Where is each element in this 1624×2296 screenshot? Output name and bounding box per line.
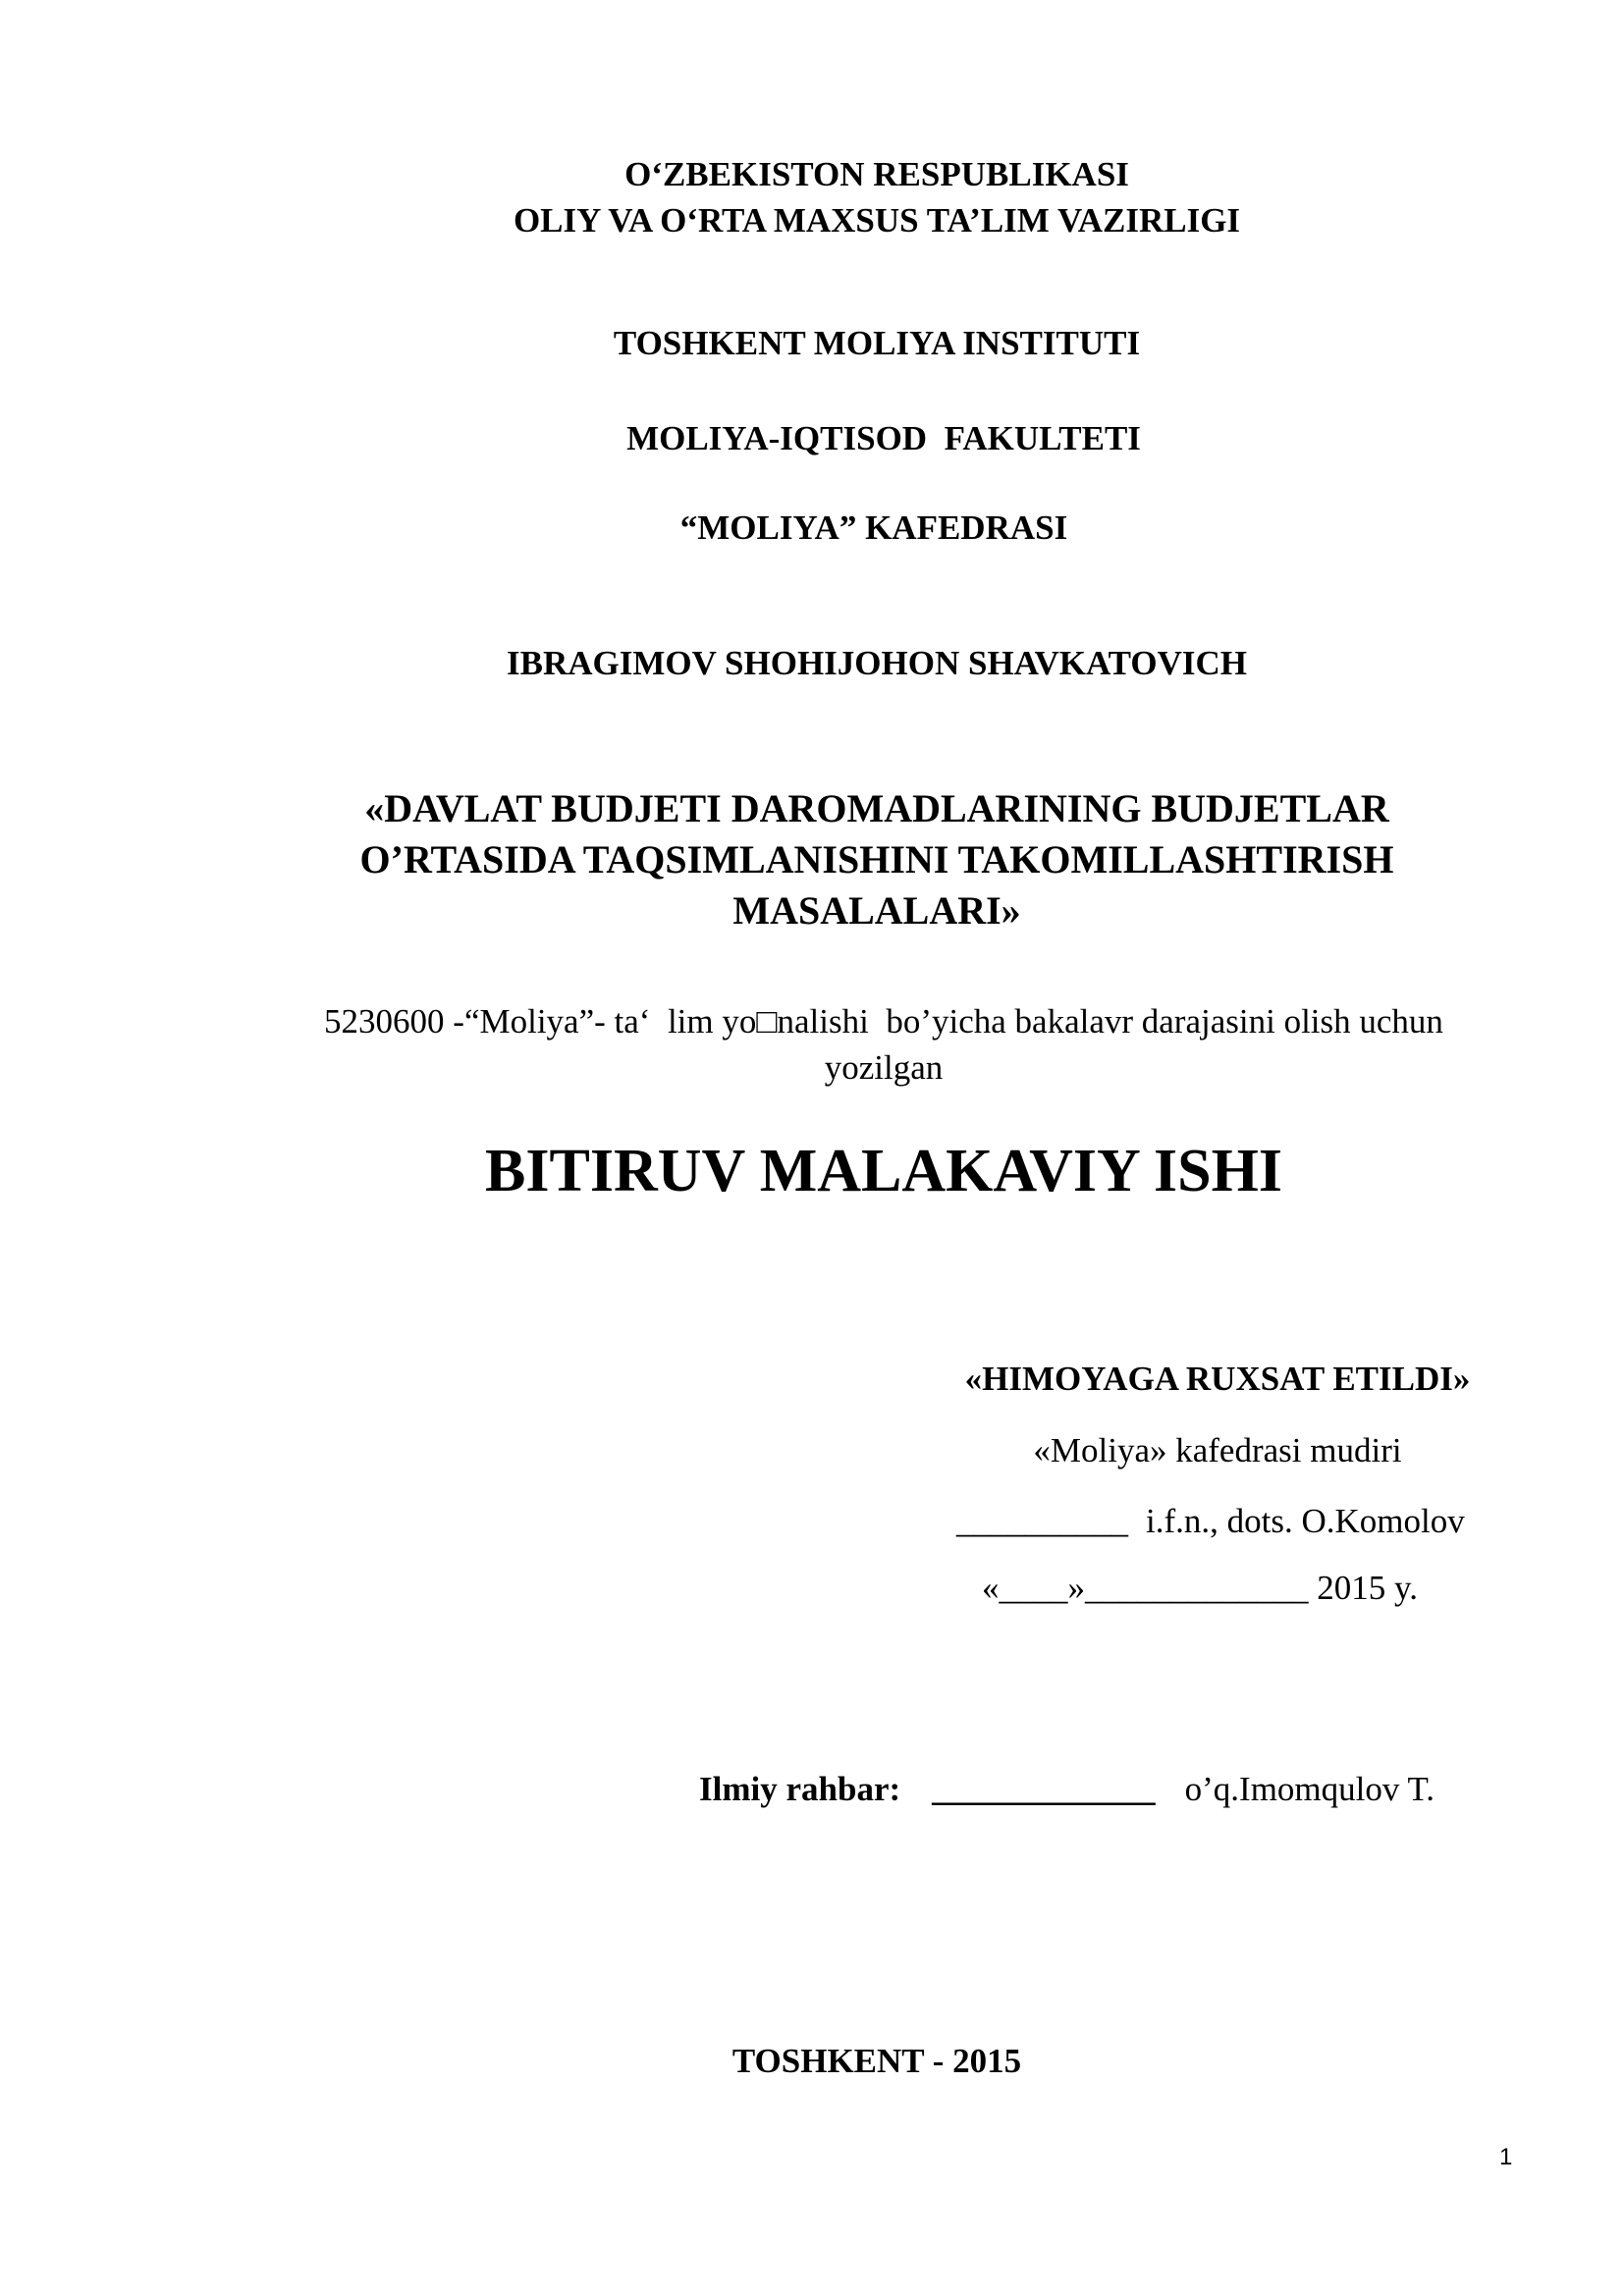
advisor-row [699,1770,1435,1809]
institute-name: TOSHKENT MOLIYA INSTITUTI [613,324,1141,362]
specialty-line-2: yozilgan [824,1048,944,1087]
advisor-name: o’q.Imomqulov T. [1184,1770,1435,1808]
chair-signature-line [956,1502,1465,1541]
advisor-label: Ilmiy rahbar: [699,1770,901,1808]
thesis-title-line-2: O’RTASIDA TAQSIMLANISHINI TAKOMILLASHTIRISH [359,837,1394,881]
thesis-title-line-1: «DAVLAT BUDJETI DAROMADLARINING BUDJETLAR [364,786,1389,830]
city-year: TOSHKENT - 2015 [731,2042,1022,2080]
specialty-line-1: 5230600 -“Moliya”- ta‘ lim yo□nalishi bo’yicha bakalavr darajasini olish uchun [324,1002,1443,1041]
thesis-title-line-3: MASALALARI» [732,888,1021,933]
chair-signature-blank: __________ [956,1502,1128,1540]
author-name: IBRAGIMOV SHOHIJOHON SHAVKATOVICH [507,644,1247,682]
approval-date-line: «____»_____________ 2015 y. [982,1569,1418,1607]
advisor-signature-blank: _____________ [932,1770,1156,1808]
chair-role: «Moliya» kafedrasi mudiri [1033,1431,1402,1469]
work-type-heading: BITIRUV MALAKAVIY ISHI [485,1138,1282,1204]
department-name: “MOLIYA” KAFEDRASI [679,508,1068,547]
approval-heading: «HIMOYAGA RUXSAT ETILDI» [964,1360,1471,1398]
page-number: 1 [1499,2144,1513,2170]
chair-name: i.f.n., dots. O.Komolov [1146,1502,1465,1540]
country-line: O‘ZBEKISTON RESPUBLIKASI [624,155,1129,193]
ministry-line: OLIY VA O‘RTA MAXSUS TA’LIM VAZIRLIGI [513,201,1241,240]
faculty-name: MOLIYA-IQTISOD FAKULTETI [626,419,1141,457]
